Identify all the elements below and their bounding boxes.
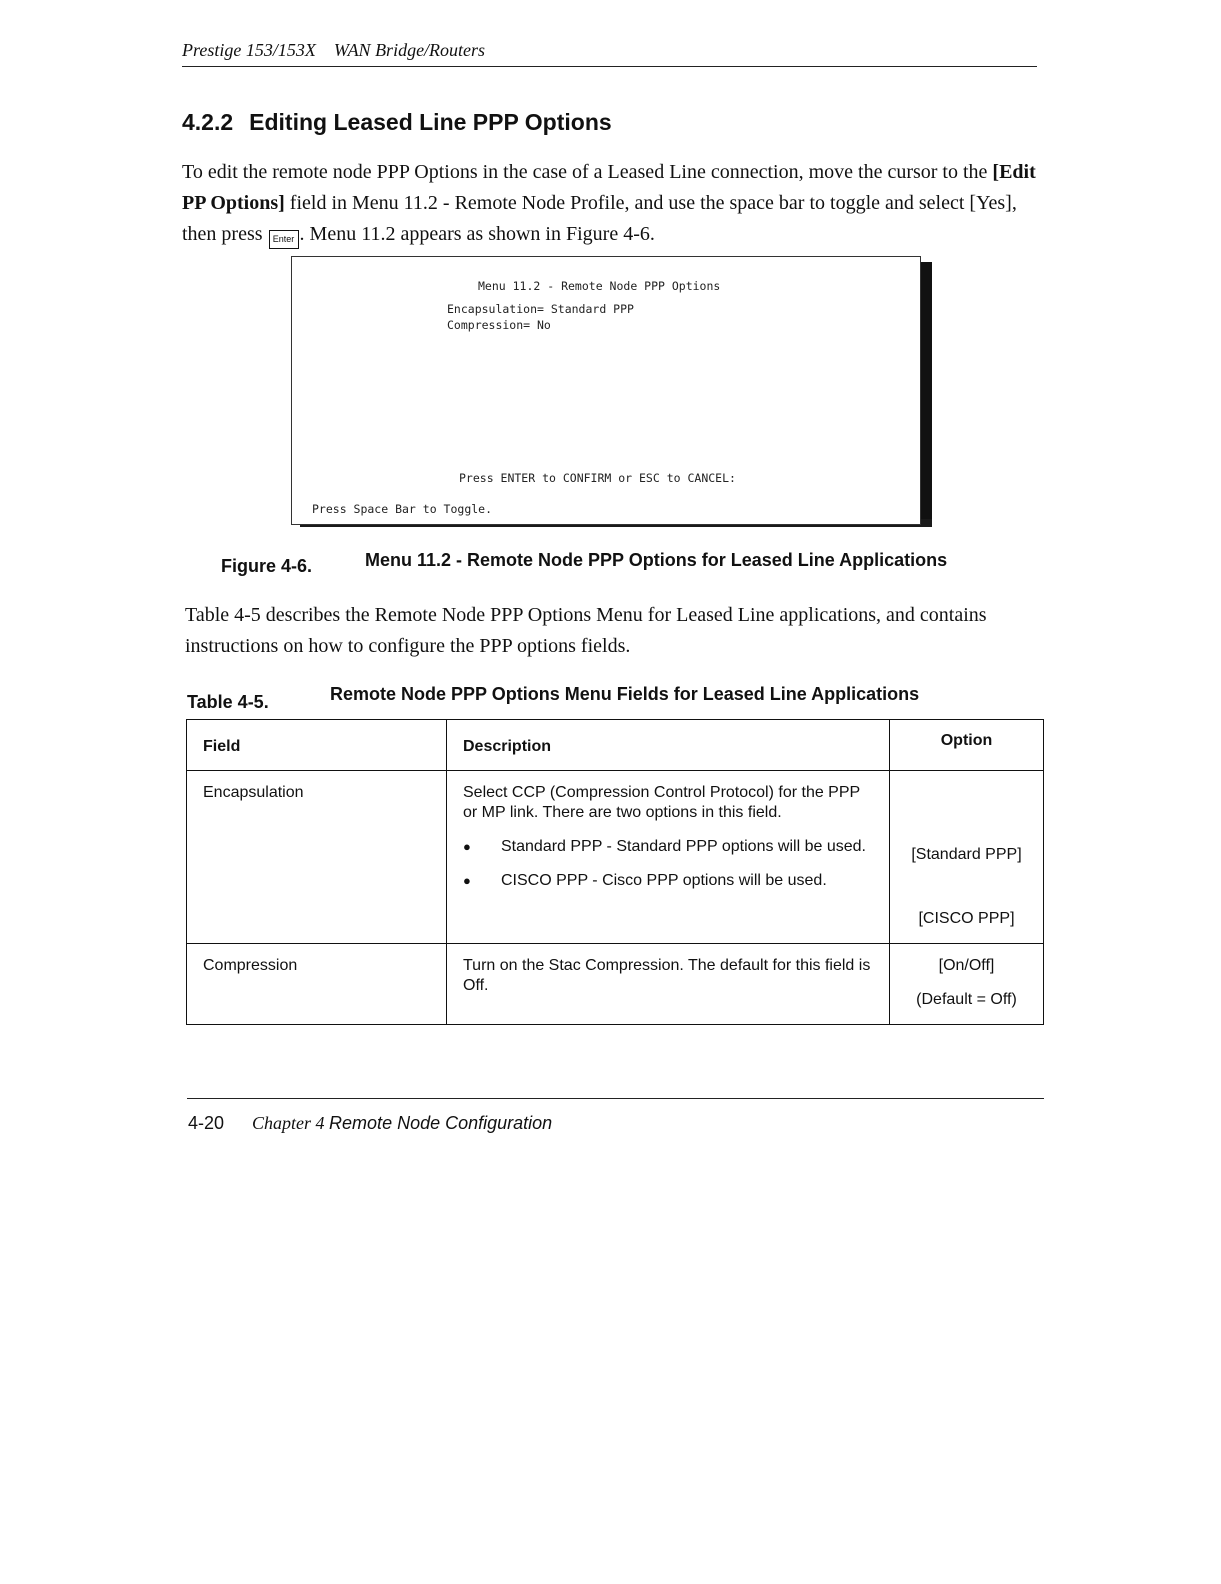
intro-field-name: [Edit PP Options] <box>182 161 1036 214</box>
intro-text-1: To edit the remote node PPP Options in the case of a Leased Line connection, move the cursor to the <box>182 161 993 183</box>
option-value: [On/Off] <box>938 957 995 974</box>
description-text: Select CCP (Compression Control Protocol) for the PPP or MP link. There are two options in this field. <box>463 784 860 821</box>
table-caption-text: Remote Node PPP Options Menu Fields for Leased Line Applications <box>330 684 920 704</box>
footer-chapter-word: Chapter <box>252 1113 312 1133</box>
footer-chapter-number: 4 <box>315 1113 325 1133</box>
terminal-screen <box>291 256 921 525</box>
intro-text-2: field in Menu 11.2 - Remote Node Profile, and use the space bar to toggle and select [Yes], then press <box>182 192 1017 245</box>
intro-paragraph <box>182 157 1042 250</box>
header-option: Option <box>890 720 1044 771</box>
field-description <box>447 771 890 944</box>
page-number: 4-20 <box>188 1113 225 1133</box>
section-title: Editing Leased Line PPP Options <box>249 109 612 135</box>
footer-chapter-title: Remote Node Configuration <box>329 1113 553 1133</box>
header-subtitle: WAN Bridge/Routers <box>333 40 486 60</box>
figure-caption-label: Figure 4-6. <box>221 556 313 576</box>
screen-encapsulation-field[interactable]: Encapsulation= Standard PPP <box>447 302 634 316</box>
table-row <box>187 944 1044 1025</box>
header-rule <box>182 66 1037 67</box>
options-table <box>186 719 1044 1025</box>
option-value: [Standard PPP] <box>911 846 1022 863</box>
screen-toggle-hint: Press Space Bar to Toggle. <box>312 502 493 516</box>
header-product: Prestige 153/153X <box>182 40 316 60</box>
bullet-icon: ● <box>463 839 471 854</box>
field-name: Compression <box>187 944 447 1025</box>
table-header-row <box>187 720 1044 771</box>
description-paragraph: Table 4-5 describes the Remote Node PPP Options Menu for Leased Line applications, and contains instructions on how to configure the PPP options fields. <box>185 604 987 657</box>
section-heading <box>182 109 612 136</box>
field-name: Encapsulation <box>187 771 447 944</box>
option-default: (Default = Off) <box>916 991 1017 1008</box>
screen-shadow-right <box>920 262 932 526</box>
page-footer <box>188 1113 552 1134</box>
screen-compression-field[interactable]: Compression= No <box>447 318 551 332</box>
bullet-text: Standard PPP - Standard PPP options will be used. <box>501 838 866 855</box>
table-caption-label: Table 4-5. <box>187 692 269 712</box>
section-number: 4.2.2 <box>182 109 234 135</box>
field-options <box>890 771 1044 944</box>
screen-confirm-prompt: Press ENTER to CONFIRM or ESC to CANCEL: <box>459 471 736 485</box>
screen-menu-title: Menu 11.2 - Remote Node PPP Options <box>478 279 721 293</box>
footer-rule <box>187 1098 1044 1099</box>
bullet-icon: ● <box>463 873 471 888</box>
option-value: [CISCO PPP] <box>918 910 1015 927</box>
bullet-item <box>463 837 873 857</box>
enter-key-icon: Enter <box>269 230 299 249</box>
running-header <box>182 40 485 61</box>
header-description: Description <box>447 720 890 771</box>
figure-caption-text: Menu 11.2 - Remote Node PPP Options for Leased Line Applications <box>365 550 948 570</box>
bullet-text: CISCO PPP - Cisco PPP options will be used. <box>501 872 827 889</box>
field-options <box>890 944 1044 1025</box>
intro-text-3: . Menu 11.2 appears as shown in Figure 4-6. <box>299 223 655 245</box>
bullet-item <box>463 871 873 891</box>
header-field: Field <box>187 720 447 771</box>
field-description: Turn on the Stac Compression. The default for this field is Off. <box>447 944 890 1025</box>
table-row <box>187 771 1044 944</box>
